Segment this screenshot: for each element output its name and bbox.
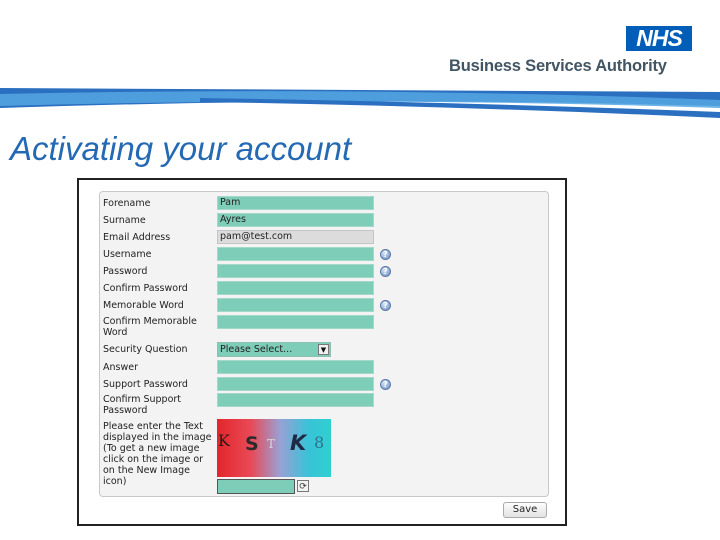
slide-title: Activating your account (10, 130, 352, 167)
captcha-instructions: Please enter the Text displayed in the image (To get a new image click on the image or on the New Image icon) (103, 421, 212, 487)
captcha-char: K (218, 431, 230, 450)
confirm-password-input[interactable] (217, 281, 374, 295)
confirm-memorable-word-input[interactable] (217, 315, 374, 329)
nhs-logo: NHS (626, 26, 692, 51)
new-image-icon[interactable]: ⟳ (297, 480, 309, 492)
save-button[interactable]: Save (503, 502, 547, 518)
email-field: pam@test.com (217, 230, 374, 244)
confirm-support-password-label: Confirm Support Password (103, 394, 182, 416)
captcha-char: T (267, 437, 276, 451)
username-label: Username (103, 249, 152, 260)
security-question-selected: Please Select... (220, 344, 293, 355)
email-label: Email Address (103, 232, 171, 243)
captcha-image[interactable] (217, 419, 331, 477)
answer-input[interactable] (217, 360, 374, 374)
help-icon[interactable]: ? (380, 379, 391, 390)
header-swoosh (0, 84, 720, 128)
form-screenshot-frame (77, 178, 567, 526)
surname-label: Surname (103, 215, 146, 226)
org-name: Business Services Authority (449, 57, 667, 75)
forename-input[interactable]: Pam (217, 196, 374, 210)
username-input[interactable] (217, 247, 374, 261)
memorable-word-label: Memorable Word (103, 300, 184, 311)
answer-label: Answer (103, 362, 138, 373)
forename-label: Forename (103, 198, 151, 209)
help-icon[interactable]: ? (380, 249, 391, 260)
captcha-input[interactable] (217, 479, 295, 494)
help-icon[interactable]: ? (380, 266, 391, 277)
captcha-char: K (290, 431, 307, 455)
help-icon[interactable]: ? (380, 300, 391, 311)
memorable-word-input[interactable] (217, 298, 374, 312)
registration-form (99, 191, 549, 497)
chevron-down-icon[interactable]: ▼ (318, 344, 329, 355)
surname-input[interactable]: Ayres (217, 213, 374, 227)
captcha-char: 8 (314, 433, 325, 452)
password-input[interactable] (217, 264, 374, 278)
support-password-label: Support Password (103, 379, 188, 390)
security-question-label: Security Question (103, 344, 188, 355)
captcha-char: S (245, 433, 259, 455)
support-password-input[interactable] (217, 377, 374, 391)
confirm-memorable-word-label: Confirm Memorable Word (103, 316, 197, 338)
password-label: Password (103, 266, 148, 277)
confirm-password-label: Confirm Password (103, 283, 188, 294)
confirm-support-password-input[interactable] (217, 393, 374, 407)
security-question-select[interactable] (217, 342, 331, 357)
